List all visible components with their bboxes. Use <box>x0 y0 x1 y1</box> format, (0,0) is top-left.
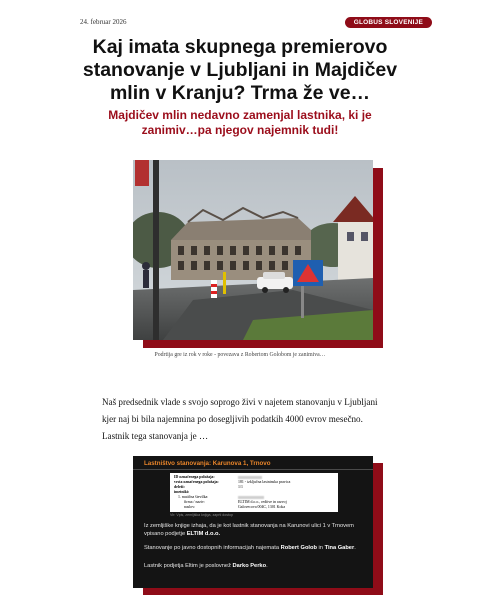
publish-date: 24. februar 2026 <box>80 18 127 26</box>
card-paragraph-tenants: Stanovanje po javno dostopnih informacijah najemata Robert Golob in Tina Gaber. <box>144 545 356 551</box>
card-text: Iz zemljiške knjige izhaja, da je kot lastnik stanovanja na Karunovi ulici 1 v Trnovem vpisano podjetje <box>144 523 354 537</box>
doc-row-label: vrsta označenega položaja: <box>174 480 219 484</box>
company-name: ELTIM d.o.o. <box>186 531 221 537</box>
doc-row-label: firma / naziv: <box>184 500 205 504</box>
card-divider <box>133 469 373 470</box>
article-paragraph: Naš predsednik vlade s svojo soprogo živi v najetem stanovanju v Ljubljani kjer naj bi bila najemnina po dosegljivih podatkih 4000 evrov mesečno. Lastnik tega stanovanja je … <box>102 397 378 441</box>
card-paragraph-owner <box>144 522 366 538</box>
owner-name: Darko Perko <box>232 563 267 569</box>
article-subtitle: Majdičev mlin nedavno zamenjal lastnika, ki je zanimiv…pa njegov najemnik tudi! <box>108 108 372 137</box>
doc-row-label: 1. matična številka: <box>178 495 209 499</box>
card-text: Lastnik podjetja Eltim je poslovnež <box>144 563 231 569</box>
image-caption: Podrtija gre iz rok v roke - povezava z Robertom Golobom je zanimiva… <box>154 352 326 358</box>
redacted-value <box>238 476 262 479</box>
doc-row-value: 181 - izključna lastninska pravica <box>238 480 291 484</box>
redacted-value <box>238 496 264 499</box>
doc-row-label: naslov: <box>184 505 196 509</box>
land-registry-excerpt <box>170 473 338 512</box>
card-text: in <box>318 545 323 551</box>
article-header <box>80 17 432 31</box>
doc-row-value: ELTIM d.o.o., reditve in razvoj <box>238 500 287 504</box>
doc-row-value: Galovecova 004C, 1301 Koka <box>238 505 286 509</box>
article-photo[interactable] <box>133 160 373 340</box>
card-paragraph-company-owner: Lastnik podjetja Eltim je poslovnež Darko Perko. <box>144 563 268 569</box>
doc-source-note: Vir: Vpis, zemljiška knjiga, zaprti dostop <box>170 513 234 517</box>
article-title: Kaj imata skupnega premierovo stanovanje v Ljubljani in Majdičev mlin v Kranju? Trma že ve… <box>82 36 398 104</box>
ownership-card <box>133 456 373 588</box>
tenant-name: Tina Gaber <box>324 545 355 551</box>
site-badge[interactable]: GLOBUS SLOVENIJE <box>345 17 432 28</box>
doc-row-value: 1/1 <box>238 485 243 489</box>
card-text: Stanovanje po javno dostopnih informacijah najemata <box>144 545 280 551</box>
card-heading: Lastništvo stanovanja: Karunova 1, Trnovo <box>144 460 271 467</box>
doc-row-label: deleži: <box>174 485 185 489</box>
mill-ruin-photo <box>133 160 373 340</box>
doc-row-label: imetniki: <box>174 490 190 494</box>
tenant-name: Robert Golob <box>280 545 317 551</box>
doc-row-label: ID označenega položaja: <box>174 475 215 479</box>
